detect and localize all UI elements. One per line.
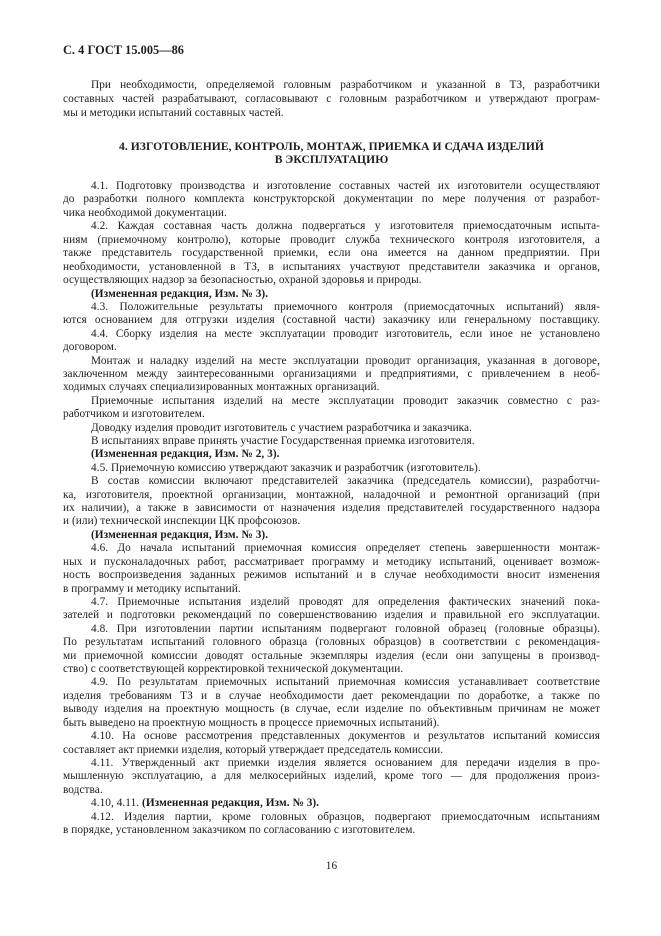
text-line: Монтаж и наладку изделий на месте эксплуатации проводит организация, указанная в договоре, xyxy=(91,355,600,367)
text-line: и (или) технической инспекции ЦК профсоюзов. xyxy=(63,515,301,527)
text-line: 4.2. Каждая составная часть должна подвергаться у изготовителя приемосдаточным испыта- xyxy=(91,220,600,232)
page-number: 16 xyxy=(325,860,338,872)
amendment-line xyxy=(91,797,600,810)
text-line: 4.8. При изготовлении партии испытаниям подвергают головной образец (головные образцы). xyxy=(91,623,600,635)
text-line: чика необходимой документации. xyxy=(63,207,227,219)
amendment-note: (Измененная редакция, Изм. № 3). xyxy=(91,288,269,300)
text-line: изделия требованиям ТЗ и в случае необходимости дает рекомендации по доработке, а также по xyxy=(63,690,600,702)
text-line: зателей и подготовки рекомендаций по совершенствованию изделия и правильной его эксплуатации. xyxy=(63,609,600,621)
text-line: ство) с соответствующей корректировкой технической документации. xyxy=(63,663,404,675)
text-line: По результатам испытаний головного образца (головных образцов) в соответствии с рекомендация- xyxy=(63,636,600,648)
text-line: ми приемочной комиссии доводят остальные экземпляры изделия (если они запущены в производ- xyxy=(63,650,600,662)
text-line: выводу изделия на проектную мощность (в случае, если изделие по объективным причинам не может xyxy=(63,703,600,715)
text-line: ходимых случаях специализированных монтажных организаций. xyxy=(63,381,380,393)
text-line: 4.1. Подготовку производства и изготовление составных частей их изготовители осуществляют xyxy=(91,180,600,192)
text-line: При необходимости, определяемой головным разработчиком и указанной в ТЗ, разработчики xyxy=(91,79,600,91)
text-line: составляет акт приемки изделия, который утверждает председатель комиссии. xyxy=(63,744,444,756)
text-line: ных и пусконаладочных работ, рассматривает программу и методику испытаний, оценивает возмож- xyxy=(63,556,600,568)
text-line: составных частей разрабатывают, согласовывают с головным разработчиком и утверждают програм- xyxy=(63,93,600,105)
text-line: ниям (приемочному контролю), которые проводит служба технического контроля изготовителя, а xyxy=(63,234,600,246)
amendment-note: (Измененная редакция, Изм. № 3). xyxy=(91,529,269,541)
text-line: мы и методики испытаний составных частей. xyxy=(63,107,284,119)
text-line: осуществляющих надзор за безопасностью, охраной здоровья и природы. xyxy=(63,274,422,286)
amendment-note: (Измененная редакция, Изм. № 3). xyxy=(142,797,320,809)
amendment-clause-refs: 4.10, 4.11. xyxy=(91,797,140,809)
text-line: Доводку изделия проводит изготовитель с участием разработчика и заказчика. xyxy=(91,422,472,434)
text-line: ность воспроизведения заданных режимов испытаний и в случае необходимости вносит изменения xyxy=(63,569,600,581)
text-line: их наличии), а также в зависимости от назначения изделия представителей государственного надзора xyxy=(63,502,600,514)
text-line: Приемочные испытания изделий на месте эксплуатации проводит заказчик совместно с раз- xyxy=(91,395,600,407)
text-line: 4.12. Изделия партии, кроме головных образцов, подвергают приемосдаточным испытаниям xyxy=(91,811,600,823)
text-line: работчиком и изготовителем. xyxy=(63,408,205,420)
text-line: ка, изготовителя, проектной организации, монтажной, наладочной и ремонтной организаций (при xyxy=(63,489,600,501)
text-line: до разработки полного комплекта конструкторской документации по мере получения от разработ- xyxy=(63,193,600,205)
section-title: В ЭКСПЛУАТАЦИЮ xyxy=(274,153,389,166)
text-line: 4.5. Приемочную комиссию утверждают заказчик и разработчик (изготовитель). xyxy=(91,462,481,474)
text-line: 4.10. На основе рассмотрения представленных документов и результатов испытаний комиссия xyxy=(91,730,600,742)
text-line: договором. xyxy=(63,341,117,353)
text-line: также представитель государственной приемки, если она имеется на данном предприятии. При xyxy=(63,247,600,259)
page-header: С. 4 ГОСТ 15.005—86 xyxy=(63,44,185,57)
text-line: в программу и методику испытаний. xyxy=(63,583,241,595)
text-line: водства. xyxy=(63,784,103,796)
text-line: 4.7. Приемочные испытания изделий проводят для определения фактических значений пока- xyxy=(91,596,600,608)
text-line: необходимости, установленной в ТЗ, в испытаниях участвуют представители заказчика и органов, xyxy=(63,261,600,273)
text-line: 4.11. Утвержденный акт приемки изделия является основанием для передачи изделия в про- xyxy=(91,757,600,769)
text-line: заключенном между заинтересованными организациями и предприятиями, с привлечением в необ- xyxy=(63,368,600,380)
text-line: мышленную эксплуатацию, а для мелкосерийных изделий, кроме того — для продолжения произ- xyxy=(63,770,600,782)
text-line: быть выведено на проектную мощность в процессе приемочных испытаний). xyxy=(63,717,440,729)
text-line: 4.6. До начала испытаний приемочная комиссия определяет степень завершенности монтаж- xyxy=(91,542,600,554)
text-line: В испытаниях вправе принять участие Государственная приемка изготовителя. xyxy=(91,435,475,447)
amendment-note: (Измененная редакция, Изм. № 2, 3). xyxy=(91,448,280,460)
section-title: 4. ИЗГОТОВЛЕНИЕ, КОНТРОЛЬ, МОНТАЖ, ПРИЕМКА И СДАЧА ИЗДЕЛИЙ xyxy=(119,140,544,153)
text-line: в порядке, установленном заказчиком по согласованию с изготовителем. xyxy=(63,824,416,836)
text-line: В состав комиссии включают представителей заказчика (председатель комиссии), разработчи- xyxy=(91,475,600,487)
text-line: 4.3. Положительные результаты приемочного контроля (приемосдаточных испытаний) явля- xyxy=(91,301,600,313)
text-line: 4.4. Сборку изделия на месте эксплуатации проводит изготовитель, если иное не установлено xyxy=(91,328,600,340)
text-line: 4.9. По результатам приемочных испытаний приемочная комиссия устанавливает соответствие xyxy=(91,676,600,688)
text-line: ются основанием для отгрузки изделия (составной части) заказчику или генеральному поставщику. xyxy=(63,314,600,326)
